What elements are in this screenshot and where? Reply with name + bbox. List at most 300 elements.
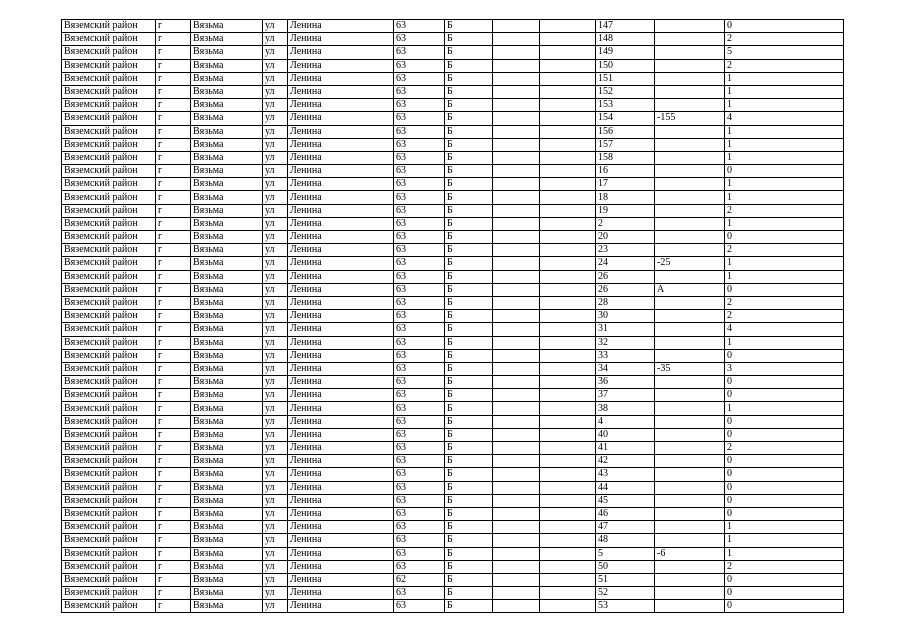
cell-apartment-suffix (655, 204, 725, 217)
table-row (62, 507, 844, 520)
cell-district: Вяземский район (62, 600, 156, 613)
cell-locality: Вязьма (191, 20, 263, 33)
cell-block: Б (445, 468, 493, 481)
cell-district: Вяземский район (62, 534, 156, 547)
cell-locality-type: г (156, 296, 191, 309)
cell-apartment: 152 (596, 85, 655, 98)
cell-extra2 (540, 217, 596, 230)
table-row (62, 521, 844, 534)
cell-locality-type: г (156, 402, 191, 415)
cell-extra2 (540, 204, 596, 217)
cell-locality-type: г (156, 389, 191, 402)
cell-street: Ленина (288, 362, 394, 375)
table-row (62, 376, 844, 389)
cell-block: Б (445, 415, 493, 428)
table-row (62, 547, 844, 560)
cell-locality: Вязьма (191, 349, 263, 362)
cell-street: Ленина (288, 494, 394, 507)
cell-block: Б (445, 296, 493, 309)
cell-street-type: ул (263, 573, 288, 586)
cell-apartment: 36 (596, 376, 655, 389)
cell-block: Б (445, 112, 493, 125)
cell-house: 63 (394, 362, 445, 375)
cell-house: 63 (394, 112, 445, 125)
cell-count: 0 (725, 587, 844, 600)
cell-street: Ленина (288, 310, 394, 323)
table-row (62, 481, 844, 494)
cell-apartment-suffix (655, 573, 725, 586)
cell-extra1 (493, 217, 540, 230)
cell-apartment: 5 (596, 547, 655, 560)
cell-extra2 (540, 362, 596, 375)
cell-apartment-suffix (655, 244, 725, 257)
cell-extra2 (540, 112, 596, 125)
cell-street-type: ул (263, 112, 288, 125)
cell-street: Ленина (288, 587, 394, 600)
table-row (62, 415, 844, 428)
cell-apartment: 26 (596, 270, 655, 283)
cell-apartment-suffix (655, 389, 725, 402)
cell-locality-type: г (156, 442, 191, 455)
cell-apartment: 46 (596, 507, 655, 520)
cell-extra1 (493, 415, 540, 428)
cell-block: Б (445, 178, 493, 191)
cell-apartment: 150 (596, 59, 655, 72)
cell-locality: Вязьма (191, 494, 263, 507)
cell-street-type: ул (263, 244, 288, 257)
cell-count: 0 (725, 455, 844, 468)
cell-extra1 (493, 178, 540, 191)
cell-count: 0 (725, 165, 844, 178)
cell-street: Ленина (288, 442, 394, 455)
cell-extra2 (540, 455, 596, 468)
cell-house: 63 (394, 507, 445, 520)
cell-house: 63 (394, 244, 445, 257)
cell-block: Б (445, 507, 493, 520)
cell-locality: Вязьма (191, 46, 263, 59)
cell-locality-type: г (156, 112, 191, 125)
cell-district: Вяземский район (62, 336, 156, 349)
cell-apartment: 44 (596, 481, 655, 494)
cell-apartment: 151 (596, 72, 655, 85)
cell-locality-type: г (156, 507, 191, 520)
cell-extra2 (540, 428, 596, 441)
cell-locality-type: г (156, 534, 191, 547)
cell-extra2 (540, 33, 596, 46)
cell-street-type: ул (263, 33, 288, 46)
cell-apartment: 51 (596, 573, 655, 586)
table-row (62, 231, 844, 244)
cell-locality: Вязьма (191, 72, 263, 85)
table-row (62, 296, 844, 309)
cell-extra2 (540, 507, 596, 520)
cell-apartment-suffix (655, 270, 725, 283)
cell-house: 63 (394, 494, 445, 507)
cell-street: Ленина (288, 481, 394, 494)
cell-block: Б (445, 442, 493, 455)
cell-extra1 (493, 376, 540, 389)
cell-locality-type: г (156, 85, 191, 98)
cell-apartment: 52 (596, 587, 655, 600)
cell-extra1 (493, 494, 540, 507)
cell-district: Вяземский район (62, 389, 156, 402)
cell-apartment: 24 (596, 257, 655, 270)
cell-extra2 (540, 336, 596, 349)
cell-street-type: ул (263, 20, 288, 33)
cell-street: Ленина (288, 46, 394, 59)
cell-district: Вяземский район (62, 283, 156, 296)
table-row (62, 349, 844, 362)
cell-locality-type: г (156, 257, 191, 270)
cell-extra1 (493, 244, 540, 257)
cell-locality-type: г (156, 587, 191, 600)
cell-count: 1 (725, 72, 844, 85)
cell-extra1 (493, 46, 540, 59)
cell-street-type: ул (263, 46, 288, 59)
cell-locality: Вязьма (191, 151, 263, 164)
cell-count: 1 (725, 138, 844, 151)
cell-count: 1 (725, 191, 844, 204)
cell-street-type: ул (263, 125, 288, 138)
cell-count: 0 (725, 283, 844, 296)
cell-apartment-suffix (655, 165, 725, 178)
cell-extra2 (540, 257, 596, 270)
cell-house: 63 (394, 600, 445, 613)
cell-locality: Вязьма (191, 362, 263, 375)
cell-block: Б (445, 46, 493, 59)
cell-house: 63 (394, 323, 445, 336)
cell-street-type: ул (263, 455, 288, 468)
cell-district: Вяземский район (62, 257, 156, 270)
cell-apartment-suffix (655, 323, 725, 336)
cell-locality-type: г (156, 362, 191, 375)
cell-extra1 (493, 547, 540, 560)
cell-house: 63 (394, 415, 445, 428)
cell-count: 0 (725, 481, 844, 494)
cell-extra2 (540, 521, 596, 534)
cell-locality-type: г (156, 125, 191, 138)
cell-locality-type: г (156, 72, 191, 85)
cell-extra1 (493, 428, 540, 441)
cell-apartment-suffix: А (655, 283, 725, 296)
cell-block: Б (445, 362, 493, 375)
cell-block: Б (445, 534, 493, 547)
cell-apartment: 158 (596, 151, 655, 164)
cell-extra2 (540, 85, 596, 98)
cell-district: Вяземский район (62, 270, 156, 283)
cell-block: Б (445, 494, 493, 507)
cell-house: 63 (394, 138, 445, 151)
cell-locality-type: г (156, 428, 191, 441)
cell-extra2 (540, 587, 596, 600)
cell-apartment: 23 (596, 244, 655, 257)
cell-block: Б (445, 257, 493, 270)
cell-street-type: ул (263, 85, 288, 98)
cell-district: Вяземский район (62, 151, 156, 164)
cell-street-type: ул (263, 72, 288, 85)
cell-house: 63 (394, 72, 445, 85)
cell-extra2 (540, 494, 596, 507)
cell-apartment: 40 (596, 428, 655, 441)
cell-street: Ленина (288, 99, 394, 112)
cell-street: Ленина (288, 20, 394, 33)
cell-extra1 (493, 151, 540, 164)
cell-locality-type: г (156, 204, 191, 217)
cell-extra1 (493, 20, 540, 33)
cell-street-type: ул (263, 178, 288, 191)
cell-apartment-suffix (655, 349, 725, 362)
cell-extra1 (493, 72, 540, 85)
cell-locality-type: г (156, 178, 191, 191)
cell-extra1 (493, 257, 540, 270)
cell-street: Ленина (288, 547, 394, 560)
cell-block: Б (445, 244, 493, 257)
cell-count: 0 (725, 573, 844, 586)
cell-block: Б (445, 402, 493, 415)
cell-extra2 (540, 468, 596, 481)
cell-locality: Вязьма (191, 389, 263, 402)
cell-count: 1 (725, 534, 844, 547)
cell-block: Б (445, 349, 493, 362)
cell-locality-type: г (156, 310, 191, 323)
cell-street-type: ул (263, 587, 288, 600)
cell-house: 63 (394, 402, 445, 415)
cell-apartment: 31 (596, 323, 655, 336)
cell-apartment-suffix: -25 (655, 257, 725, 270)
cell-house: 63 (394, 310, 445, 323)
cell-extra1 (493, 112, 540, 125)
cell-apartment: 30 (596, 310, 655, 323)
cell-street: Ленина (288, 59, 394, 72)
table-row (62, 600, 844, 613)
cell-block: Б (445, 138, 493, 151)
cell-locality-type: г (156, 283, 191, 296)
cell-block: Б (445, 521, 493, 534)
cell-extra2 (540, 178, 596, 191)
cell-extra1 (493, 310, 540, 323)
cell-extra2 (540, 534, 596, 547)
table-row (62, 455, 844, 468)
cell-block: Б (445, 428, 493, 441)
table-row (62, 165, 844, 178)
table-row (62, 362, 844, 375)
cell-street-type: ул (263, 257, 288, 270)
cell-extra2 (540, 560, 596, 573)
cell-district: Вяземский район (62, 231, 156, 244)
cell-district: Вяземский район (62, 481, 156, 494)
cell-locality: Вязьма (191, 125, 263, 138)
cell-apartment: 147 (596, 20, 655, 33)
cell-block: Б (445, 547, 493, 560)
cell-locality: Вязьма (191, 178, 263, 191)
cell-district: Вяземский район (62, 85, 156, 98)
cell-house: 63 (394, 191, 445, 204)
cell-street: Ленина (288, 112, 394, 125)
cell-locality: Вязьма (191, 33, 263, 46)
cell-apartment: 43 (596, 468, 655, 481)
cell-street-type: ул (263, 547, 288, 560)
cell-street-type: ул (263, 507, 288, 520)
cell-district: Вяземский район (62, 573, 156, 586)
cell-street: Ленина (288, 600, 394, 613)
cell-locality-type: г (156, 336, 191, 349)
cell-apartment: 48 (596, 534, 655, 547)
cell-block: Б (445, 283, 493, 296)
cell-extra2 (540, 376, 596, 389)
cell-street: Ленина (288, 455, 394, 468)
cell-apartment-suffix (655, 72, 725, 85)
cell-apartment: 157 (596, 138, 655, 151)
cell-extra1 (493, 191, 540, 204)
cell-apartment-suffix: -6 (655, 547, 725, 560)
cell-locality: Вязьма (191, 481, 263, 494)
cell-apartment-suffix (655, 442, 725, 455)
cell-apartment-suffix (655, 46, 725, 59)
cell-block: Б (445, 204, 493, 217)
cell-apartment-suffix (655, 507, 725, 520)
cell-apartment-suffix (655, 455, 725, 468)
cell-street-type: ул (263, 600, 288, 613)
table-row (62, 560, 844, 573)
cell-extra2 (540, 310, 596, 323)
cell-apartment: 2 (596, 217, 655, 230)
cell-locality: Вязьма (191, 587, 263, 600)
cell-street-type: ул (263, 389, 288, 402)
cell-apartment-suffix (655, 138, 725, 151)
cell-count: 0 (725, 600, 844, 613)
table-row (62, 257, 844, 270)
cell-street: Ленина (288, 72, 394, 85)
cell-house: 63 (394, 59, 445, 72)
cell-locality: Вязьма (191, 507, 263, 520)
cell-district: Вяземский район (62, 560, 156, 573)
cell-locality-type: г (156, 231, 191, 244)
cell-house: 63 (394, 46, 445, 59)
cell-count: 2 (725, 244, 844, 257)
cell-locality-type: г (156, 455, 191, 468)
cell-apartment-suffix (655, 468, 725, 481)
cell-locality-type: г (156, 46, 191, 59)
cell-street: Ленина (288, 257, 394, 270)
cell-street-type: ул (263, 270, 288, 283)
cell-block: Б (445, 191, 493, 204)
cell-district: Вяземский район (62, 310, 156, 323)
cell-house: 63 (394, 20, 445, 33)
cell-extra2 (540, 402, 596, 415)
cell-extra2 (540, 283, 596, 296)
cell-locality-type: г (156, 217, 191, 230)
cell-house: 63 (394, 231, 445, 244)
table-row (62, 494, 844, 507)
cell-district: Вяземский район (62, 402, 156, 415)
cell-block: Б (445, 587, 493, 600)
cell-street: Ленина (288, 573, 394, 586)
table-row (62, 59, 844, 72)
cell-extra1 (493, 99, 540, 112)
cell-count: 1 (725, 217, 844, 230)
cell-block: Б (445, 573, 493, 586)
table-row (62, 573, 844, 586)
cell-house: 63 (394, 85, 445, 98)
cell-locality-type: г (156, 151, 191, 164)
cell-house: 63 (394, 165, 445, 178)
cell-house: 63 (394, 336, 445, 349)
cell-count: 1 (725, 336, 844, 349)
cell-street: Ленина (288, 33, 394, 46)
cell-extra2 (540, 231, 596, 244)
cell-street-type: ул (263, 99, 288, 112)
table-row (62, 587, 844, 600)
cell-street: Ленина (288, 125, 394, 138)
cell-locality: Вязьма (191, 402, 263, 415)
cell-extra2 (540, 600, 596, 613)
cell-district: Вяземский район (62, 547, 156, 560)
cell-count: 3 (725, 362, 844, 375)
cell-street: Ленина (288, 151, 394, 164)
cell-house: 63 (394, 428, 445, 441)
cell-locality-type: г (156, 415, 191, 428)
cell-block: Б (445, 560, 493, 573)
cell-street: Ленина (288, 138, 394, 151)
cell-locality: Вязьма (191, 191, 263, 204)
cell-street: Ленина (288, 165, 394, 178)
cell-extra1 (493, 573, 540, 586)
cell-block: Б (445, 217, 493, 230)
cell-count: 4 (725, 112, 844, 125)
cell-extra1 (493, 507, 540, 520)
table-row (62, 244, 844, 257)
cell-extra2 (540, 151, 596, 164)
cell-locality-type: г (156, 270, 191, 283)
cell-block: Б (445, 336, 493, 349)
cell-house: 63 (394, 560, 445, 573)
cell-apartment-suffix (655, 402, 725, 415)
cell-district: Вяземский район (62, 99, 156, 112)
cell-extra1 (493, 165, 540, 178)
cell-street-type: ул (263, 283, 288, 296)
table-row (62, 191, 844, 204)
cell-apartment-suffix: -35 (655, 362, 725, 375)
cell-count: 0 (725, 507, 844, 520)
cell-house: 63 (394, 455, 445, 468)
cell-district: Вяземский район (62, 20, 156, 33)
cell-street: Ленина (288, 191, 394, 204)
table-row (62, 204, 844, 217)
cell-extra2 (540, 270, 596, 283)
cell-extra1 (493, 349, 540, 362)
cell-apartment-suffix (655, 217, 725, 230)
cell-apartment-suffix (655, 534, 725, 547)
cell-locality: Вязьма (191, 573, 263, 586)
cell-count: 0 (725, 389, 844, 402)
cell-street: Ленина (288, 244, 394, 257)
cell-apartment-suffix (655, 521, 725, 534)
table-row (62, 99, 844, 112)
cell-locality: Вязьма (191, 99, 263, 112)
cell-count: 1 (725, 402, 844, 415)
cell-district: Вяземский район (62, 521, 156, 534)
table-row (62, 46, 844, 59)
cell-street: Ленина (288, 85, 394, 98)
cell-extra2 (540, 244, 596, 257)
cell-apartment: 45 (596, 494, 655, 507)
cell-extra2 (540, 20, 596, 33)
cell-house: 63 (394, 349, 445, 362)
cell-district: Вяземский район (62, 587, 156, 600)
cell-locality: Вязьма (191, 85, 263, 98)
cell-district: Вяземский район (62, 191, 156, 204)
cell-count: 2 (725, 310, 844, 323)
